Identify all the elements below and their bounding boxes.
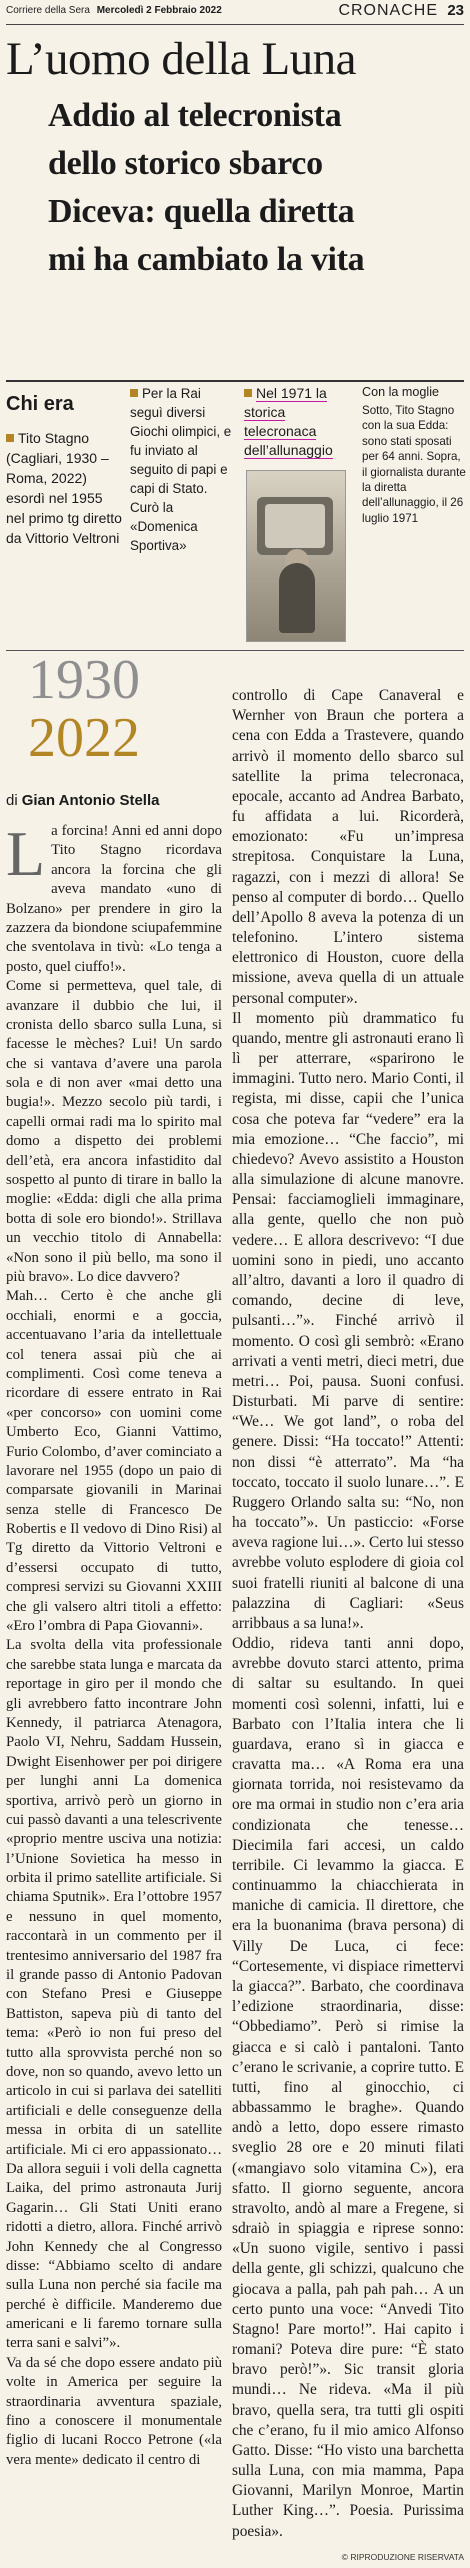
article-column-right	[232, 686, 464, 2542]
paragraph: Il momento più drammatico fu quando, mentre gli astronauti erano lì lì per atterrare, «sparirono le immagini. Tutto nero. Mario Conti, il regista, mi disse, capii che l’unica cosa che poteva far “vedere” era la mia emozione… “Che faccio”, mi chiedevo? Avevo assistito a Houston alla simulazione di alcune manovre. Pensai: facciamoglieli immaginare, alla gente, quello che non può vedere… E allora descrivevo: “I due uomini sono in piedi, uno accanto all’altro, davanti a loro il quadro di comando, decine di leve, pulsanti…”». Finché arrivò il momento. O così gli sembrò: «Erano arrivati a venti metri, dieci metri, due metri… Poi, pausa. Suoni confusi. Disturbati. Mi parve di sentire: “We… We got land”, o roba del genere. Dissi: “Ha toccato!” Attenti: non dissi “è atterrato”. Ma “ha toccato, toccato il suolo lunare…”. E Ruggero Orlando salta su: “No, non ha toccato”». Un pasticcio: «Forse aveva ragione lui…». Certo lui stesso avrebbe voluto esplodere di gioia col suoi fratelli riuniti al balcone di una palazzina di Cagliari: «Seus arribbaus a sa luna!».	[232, 1009, 464, 1632]
moglie-box	[362, 384, 466, 526]
allunaggio-box	[244, 384, 352, 460]
dropcap: L	[6, 818, 46, 889]
copyright-credit	[342, 2552, 464, 2562]
masthead	[6, 5, 222, 16]
kicker: L’uomo della Luna	[6, 33, 357, 85]
chi-era-box	[6, 390, 122, 548]
article-column-left	[6, 818, 222, 2470]
headline-line: dello storico sbarco	[48, 145, 323, 182]
page-number: 23	[447, 2, 464, 19]
paragraph: Come si permetteva, quel tale, di avanzare il dubbio che lui, il cronista dello sbarco sulla Luna, si facesse le mèches? Lui! Un sardo che si vantava d’avere una parola sola e di non aver «mai detto una bugia!». Mezzo secolo più tardi, i capelli ormai radi ma lo spirito mal domo a dispetto dei problemi dell’età, era ancora infastidito dal sospetto al punto di tirare in ballo la moglie: «Edda: digli che alla prima botta di sole ero biondo!». Strillava un vecchio titolo di Annabella: «Non sono il più bello, ma sono il più bravo». Lo dice davvero?	[6, 978, 222, 1285]
tv-screen-shape	[265, 504, 325, 548]
headline-line: Addio al telecronista	[48, 97, 342, 134]
year-death: 2022	[28, 707, 140, 769]
paragraph: a forcina! Anni ed anni dopo Tito Stagno ricordava ancora la forcina che gli aveva mandato «uno di Bolzano» per prendere in giro la zazzera da biondone sciupafemmine che sventolava in tivù: «Lo tenga a posto, quel ciuffo!».	[6, 823, 222, 975]
header-rule	[6, 24, 464, 25]
square-bullet-icon	[130, 389, 138, 397]
newspaper-name: Corriere della Sera	[6, 5, 90, 16]
byline	[6, 792, 159, 809]
moglie-text: Sotto, Tito Stagno con la sua Edda: sono stati sposati per 64 anni. Sopra, il giornalista durante la diretta dell’allunaggio, il 26 luglio 1971	[362, 404, 466, 525]
paragraph: Oddio, rideva tanti anni dopo, avrebbe dovuto starci attento, prima di saltar su esultando. In quei momenti così solenni, infatti, lui e Barbato con l’Italia intera che li guardava, erano sì in giacca e cravatta ma… «A Roma era una giornata torrida, noi resistevamo da ore ma ormai in studio non c’era aria condizionata che tenesse… Diecimila fari accesi, un caldo terribile. Ci levammo la giacca. E continuammo la chiacchierata in maniche di camicia. Il direttore, che era la buonanima (brava persona) di Villy De Luca, ci fece: “Cortesemente, vi dispiace rimettervi la giacca?”. Barbato, che coordinava l’edizione straordinaria, disse: “Obbediamo”. Però si rimise la giacca e si calò i pantaloni. Tanto c’erano le scrivanie, a coprire tutto. E tutti, fino al ginocchio, ci abbassammo le braghe». Quando andò a letto, dopo essere rimasto sveglio 28 ore e 20 minuti filati («mangiavo solo vitamina C»), era sfatto. Il giorno seguente, ancora stravolto, andò al mare a Fregene, si sdraiò in spiaggia e riprese sonno: «Un suono vigile, sentivo i passi della gente, gli schizzi, qualcuno che giocava a palla, pah pah pah… A un certo punto una voce: “Anvedi Tito Stagno! Pare morto!”. Hai capito i romani? Poteva dire pure: “È stato bravo però!”». Sic transit gloria mundi… Ne rideva. «Ma il più bravo, quella sera, tra tutti gli ospiti che c’erano, fu il mio amico Alfonso Gatto. Disse: “Ho visto una barchetta sulla Luna, con mia mamma, Papa Giovanni, Marilyn Monroe, Martin Luther King…”. Poesia. Purissima poesia».	[232, 1635, 464, 2540]
paragraph: controllo di Cape Canaveral e Wernher von Braun che portera a cena con Edda a Trastevere, quando arrivò il momento dello sbarco sul satellite la prima telecronaca, epocale, accanto ad Andrea Barbato, fu affidata a lui. Ricorderà, emozionato: «Fu un’impresa strepitosa. Conquistare la Luna, ragazzi, con i mezzi di allora! Se penso al computer di bordo… Quello dell’Apollo 8 aveva la potenza di un telefonino. L’intero sistema elettronico di Houston, cuore della missione, aveva quella di un attuale personal computer».	[232, 687, 464, 1007]
byline-author: Gian Antonio Stella	[21, 792, 160, 809]
page-header	[6, 2, 464, 22]
chi-era-text-body: Tito Stagno (Cagliari, 1930 – Roma, 2022) esordì nel 1955 nel primo tg diretto da Vittorio Veltroni	[6, 430, 122, 546]
issue-date: Mercoledì 2 Febbraio 2022	[96, 5, 222, 16]
paragraph: Va da sé che dopo essere andato più volte in America per seguire la straordinaria avventura spaziale, fino a conoscere il monumentale figlio di lucani Rocco Petrone («la vera mente» dedicato il centro di	[6, 2354, 222, 2468]
square-bullet-icon	[244, 389, 252, 397]
tv-archive-photo	[246, 470, 346, 642]
headline	[48, 92, 468, 284]
chi-era-label: Chi era	[6, 393, 74, 415]
person-body-shape	[279, 563, 315, 633]
square-bullet-icon	[6, 434, 14, 442]
allunaggio-caption	[244, 384, 352, 460]
chi-era-text	[6, 428, 122, 548]
headline-line: mi ha cambiato la vita	[48, 241, 365, 278]
rai-text: Per la Rai seguì diversi Giochi olimpici, e fu inviato al seguito di papi e capi di Stato. Curò la «Domenica Sportiva»	[130, 386, 232, 553]
headline-line: Diceva: quella diretta	[48, 193, 355, 230]
byline-prefix: di	[6, 792, 18, 809]
paragraph: Mah… Certo è che anche gli occhiali, enormi e a goccia, accentuavano l’aria da intellettuale col tenera assai più che ai complimenti. Così come teneva a ricordare di essere entrato in Rai «per concorso» con uomini come Umberto Eco, Gianni Vattimo, Furio Colombo, d’aver cominciato a lavorare nel 1955 (dopo un paio di comparsate giovanili in Marinai senza stelle di Francesco De Robertis e Il vedovo di Dino Risi) al Tg diretto da Vittorio Veltroni e d’essersi occupato di tutto, compresi servizi su Giovanni XXIII che gli valsero altri titoli a effetto: «Ero l’ombra di Papa Giovanni».	[6, 1288, 222, 1635]
section-name: CRONACHE	[338, 2, 438, 19]
credit-text: © RIPRODUZIONE RISERVATA	[341, 2552, 464, 2562]
rai-box	[130, 384, 236, 555]
moglie-caption: Con la moglie	[362, 385, 440, 399]
year-birth: 1930	[28, 649, 140, 711]
paragraph: La svolta della vita professionale che sarebbe stata lunga e marcata da reportage in giro per il mondo che gli avrebbero fatto incontrare John Kennedy, il patriarca Atenagora, Paolo VI, Nehru, Saddam Hussein, Dwight Eisenhower per poi dirigere per lunghi anni La domenica sportiva, arrivò però un giorno in cui passò davanti a una telescrivente «proprio mentre usciva una notizia: l’Unione Sovietica ha messo in orbita il primo satellite artificiale. Si chiama Sputnik». Era l’ottobre 1957 e nessuno in quel momento, raccontarà in un commento per il trentesimo anniversario del 1987 fra il grande passo di Antonio Padovan con Stefano Presi e Giuseppe Battiston, sapeva più di tanto del tema: «Però io non fui preso del tutto alla sprovvista perché non so dove, non so quando, avevo letto un articolo in cui si parlava dei satelliti artificiali e delle conseguenze della messa in orbita di un satellite artificiale. Mi ci ero appassionato… Da allora seguii i voli della cagnetta Laika, del primo astronauta Jurij Gagarin… Gli Stati Uniti erano ridotti a dietro, allora. Finché arrivò John Kennedy che al Congresso disse: “Abbiamo scelto di andare sulla Luna non perché sia facile ma perché è difficile. Manderemo due americani e li faremo tornare sulla terra sani e salvi”».	[6, 1637, 222, 2352]
allunaggio-caption-text: Nel 1971 la storica telecronaca dell’allunaggio	[244, 385, 333, 458]
info-rule	[6, 380, 464, 382]
